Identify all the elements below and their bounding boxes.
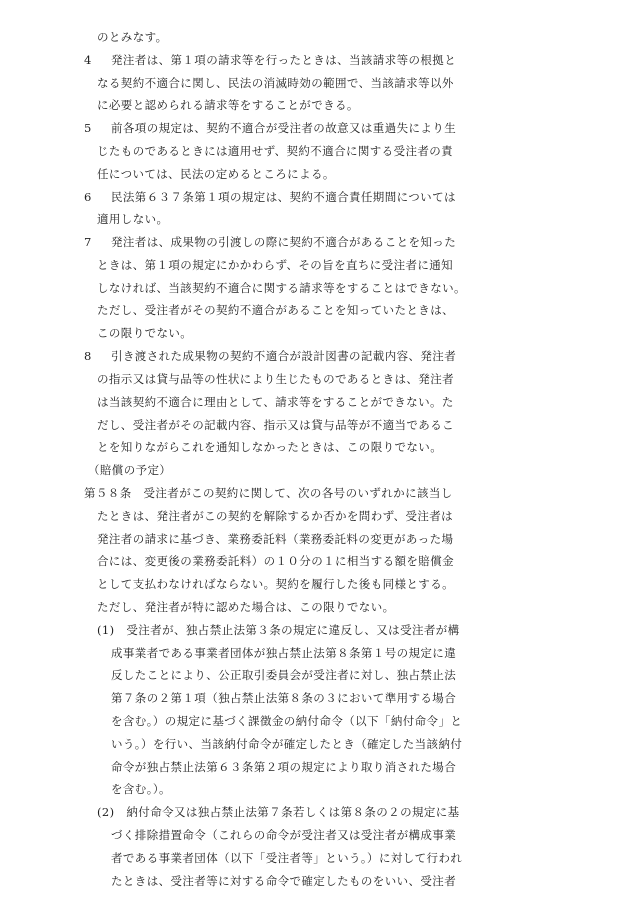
text-line: 前各項の規定は、契約不適合が受注者の故意又は重過失により生	[111, 121, 457, 135]
text-line: 反したことにより、公正取引委員会が受注者に対し、独占禁止法	[111, 668, 457, 682]
text-line: 任については、民法の定めるところによる。	[97, 167, 335, 181]
text-line: 発注者は、第１項の請求等を行ったときは、当該請求等の根拠と	[111, 53, 457, 67]
text-line: この限りでない。	[97, 326, 193, 340]
text-line: 発注者は、成果物の引渡しの際に契約不適合があることを知った	[111, 235, 457, 249]
item-number: 7	[84, 235, 92, 249]
text-line: だし、受注者がその記載内容、指示又は貸与品等が不適当であるこ	[97, 418, 454, 432]
text-line: 第７条の２第１項（独占禁止法第８条の３において準用する場合	[111, 691, 457, 705]
text-line: 者である事業者団体（以下「受注者等」という。）に対して行われ	[111, 851, 463, 865]
text-line: のとみなす。	[97, 30, 168, 44]
item-number: 6	[84, 190, 92, 204]
text-line: 民法第６３７条第１項の規定は、契約不適合責任期間については	[111, 190, 456, 204]
text-line: として支払わなければならない。契約を履行した後も同様とする。	[97, 577, 454, 591]
text-line: しなければ、当該契約不適合に関する請求等をすることはできない。	[97, 281, 466, 295]
text-line: とを知りながらこれを通知しなかったときは、この限りでない。	[97, 440, 443, 454]
text-line: 適用しない。	[97, 212, 169, 226]
text-line: 引き渡された成果物の契約不適合が設計図書の記載内容、発注者	[111, 349, 457, 363]
text-line: ただし、発注者が特に認めた場合は、この限りでない。	[97, 600, 395, 614]
text-line: 命令が独占禁止法第６３条第２項の規定により取り消された場合	[111, 760, 457, 774]
text-line: なる契約不適合に関し、民法の消滅時効の範囲で、当該請求等以外	[97, 76, 454, 90]
text-line: 発注者の請求に基づき、業務委託料（業務委託料の変更があった場	[97, 532, 454, 546]
text-line: ときは、第１項の規定にかかわらず、その旨を直ちに受注者に通知	[97, 258, 454, 272]
text-line: たときは、発注者がこの契約を解除するか否かを問わず、受注者は	[97, 509, 454, 523]
subitem-line: (1) 受注者が、独占禁止法第３条の規定に違反し、又は受注者が構	[97, 623, 460, 637]
item-number: 8	[84, 349, 92, 363]
article-heading-line: 第５８条 受注者がこの契約に関して、次の各号のいずれかに該当し	[84, 486, 453, 500]
subitem-line: (2) 納付命令又は独占禁止法第７条若しくは第８条の２の規定に基	[97, 805, 460, 819]
text-line: づく排除措置命令（これらの命令が受注者又は受注者が構成事業	[111, 828, 457, 842]
text-line: 合には、変更後の業務委託料）の１０分の１に相当する額を賠償金	[97, 554, 454, 568]
item-number: 4	[84, 53, 92, 67]
text-line: ただし、受注者がその契約不適合があることを知っていたときは、	[97, 303, 454, 317]
text-line: に必要と認められる請求等をすることができる。	[97, 98, 359, 112]
text-line: の指示又は貸与品等の性状により生じたものであるときは、発注者	[97, 372, 454, 386]
section-caption: （賠償の予定）	[88, 463, 172, 477]
text-line: 成事業者である事業者団体が独占禁止法第８条第１号の規定に違	[111, 646, 457, 660]
text-line: じたものであるときには適用せず、契約不適合に関する受注者の責	[97, 144, 454, 158]
text-line: いう。）を行い、当該納付命令が確定したとき（確定した当該納付	[111, 737, 463, 751]
text-line: は当該契約不適合に理由として、請求等をすることができない。た	[97, 395, 454, 409]
text-line: たときは、受注者等に対する命令で確定したものをいい、受注者	[111, 874, 457, 888]
text-line: を含む。）の規定に基づく課徴金の納付命令（以下「納付命令」と	[111, 714, 463, 728]
item-number: 5	[84, 121, 92, 135]
text-line: を含む。）。	[111, 782, 171, 796]
